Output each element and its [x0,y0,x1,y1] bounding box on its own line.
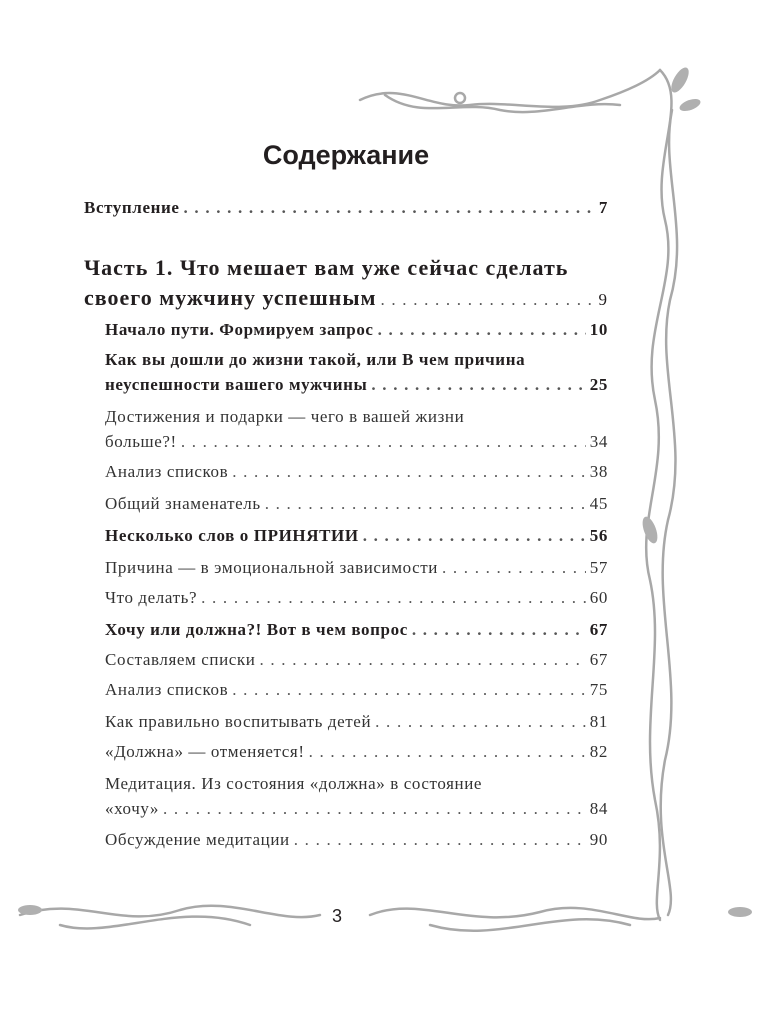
toc-page-number: 38 [589,462,608,481]
toc-entry-line [105,712,608,737]
toc-entry [105,462,608,487]
toc-entry [105,407,608,457]
toc-entry-line [105,742,608,767]
toc-entry-line [105,774,608,799]
toc-page-number: 34 [589,432,608,451]
toc-entry-title: Анализ списков [105,680,229,699]
toc-page-number: 7 [598,198,608,217]
toc-entry [105,742,608,767]
toc-entry-title: Несколько слов о ПРИНЯТИИ [105,526,359,545]
toc-entry [105,650,608,675]
toc-entry [105,712,608,737]
toc-entry-line [105,680,608,705]
toc-entry-line [105,320,608,345]
toc-entry-title: Составляем списки [105,650,256,669]
toc-entry [84,255,608,315]
dot-leader [371,375,585,395]
dot-leader [260,650,586,670]
toc-page-number: 45 [589,494,608,513]
toc-entry [105,774,608,824]
dot-leader [363,526,586,546]
toc-entry [105,830,608,855]
toc-page-number: 57 [589,558,608,577]
toc-entry-line [105,407,608,432]
toc-page-number: 90 [589,830,608,849]
toc-entry-title: больше?! [105,432,177,451]
dot-leader [309,742,586,762]
toc-entry [105,680,608,705]
dot-leader [442,558,586,578]
toc-entry-title: неуспешности вашего мужчины [105,375,368,394]
toc-entry-title: Как правильно воспитывать детей [105,712,372,731]
toc-page-number: 9 [598,290,608,309]
toc-page-number: 60 [589,588,608,607]
dot-leader [265,494,586,514]
toc-entry-line [84,255,608,285]
toc-page-number: 56 [589,526,608,545]
page-title: Содержание [262,140,430,170]
toc-page-number: 81 [589,712,608,731]
toc-page-number: 10 [589,320,608,339]
toc-entry-line [84,198,608,223]
toc-entry-line [105,432,608,457]
toc-entry-line [105,830,608,855]
toc-entry [105,526,608,551]
toc-entry [105,494,608,519]
toc-entry-line [105,558,608,583]
dot-leader [163,799,586,819]
dot-leader [412,620,586,640]
page-number: 3 [332,906,343,926]
toc-entry-title: своего мужчину успешным [84,285,377,310]
toc-entry-title: «хочу» [105,799,159,818]
dot-leader [381,290,595,310]
dot-leader [232,680,586,700]
toc-entry-title: Причина — в эмоциональной зависимости [105,558,438,577]
toc-entry-title: Анализ списков [105,462,229,481]
toc-entry-title: Медитация. Из состояния «должна» в состояние [105,774,483,793]
toc-entry-line [105,799,608,824]
toc-page-number: 75 [589,680,608,699]
toc-entry [105,620,608,645]
toc-entry-line [105,620,608,645]
toc-page-number: 25 [589,375,608,394]
dot-leader [232,462,586,482]
toc-entry [105,588,608,613]
toc-entry [105,320,608,345]
toc-entry-line [105,350,608,375]
toc-entry-line [105,588,608,613]
toc-entry [105,350,608,400]
toc-entry-line [84,285,608,315]
toc-entry-title: Обсуждение медитации [105,830,290,849]
toc-page-number: 84 [589,799,608,818]
toc-entry-title: Достижения и подарки — чего в вашей жизни [105,407,465,426]
toc-entry-title: «Должна» — отменяется! [105,742,305,761]
toc-entry-title: Общий знаменатель [105,494,261,513]
dot-leader [201,588,586,608]
toc-entry-line [105,462,608,487]
toc-entry-title: Как вы дошли до жизни такой, или В чем причина [105,350,526,369]
toc-entry [105,558,608,583]
toc-entry-title: Вступление [84,198,180,217]
toc-entry-line [105,526,608,551]
toc-entry-line [105,494,608,519]
toc-page-number: 82 [589,742,608,761]
toc-entry-title: Часть 1. Что мешает вам уже сейчас сделать [84,255,569,280]
dot-leader [294,830,586,850]
toc-entry-line [105,650,608,675]
dot-leader [181,432,586,452]
toc-entry-title: Хочу или должна?! Вот в чем вопрос [105,620,408,639]
toc-page-number: 67 [589,650,608,669]
toc-entry-line [105,375,608,400]
dot-leader [378,320,586,340]
toc-entry-title: Что делать? [105,588,198,607]
dot-leader [184,198,595,218]
toc-page-number: 67 [589,620,608,639]
toc-entry-title: Начало пути. Формируем запрос [105,320,374,339]
toc-entry [84,198,608,223]
dot-leader [375,712,586,732]
